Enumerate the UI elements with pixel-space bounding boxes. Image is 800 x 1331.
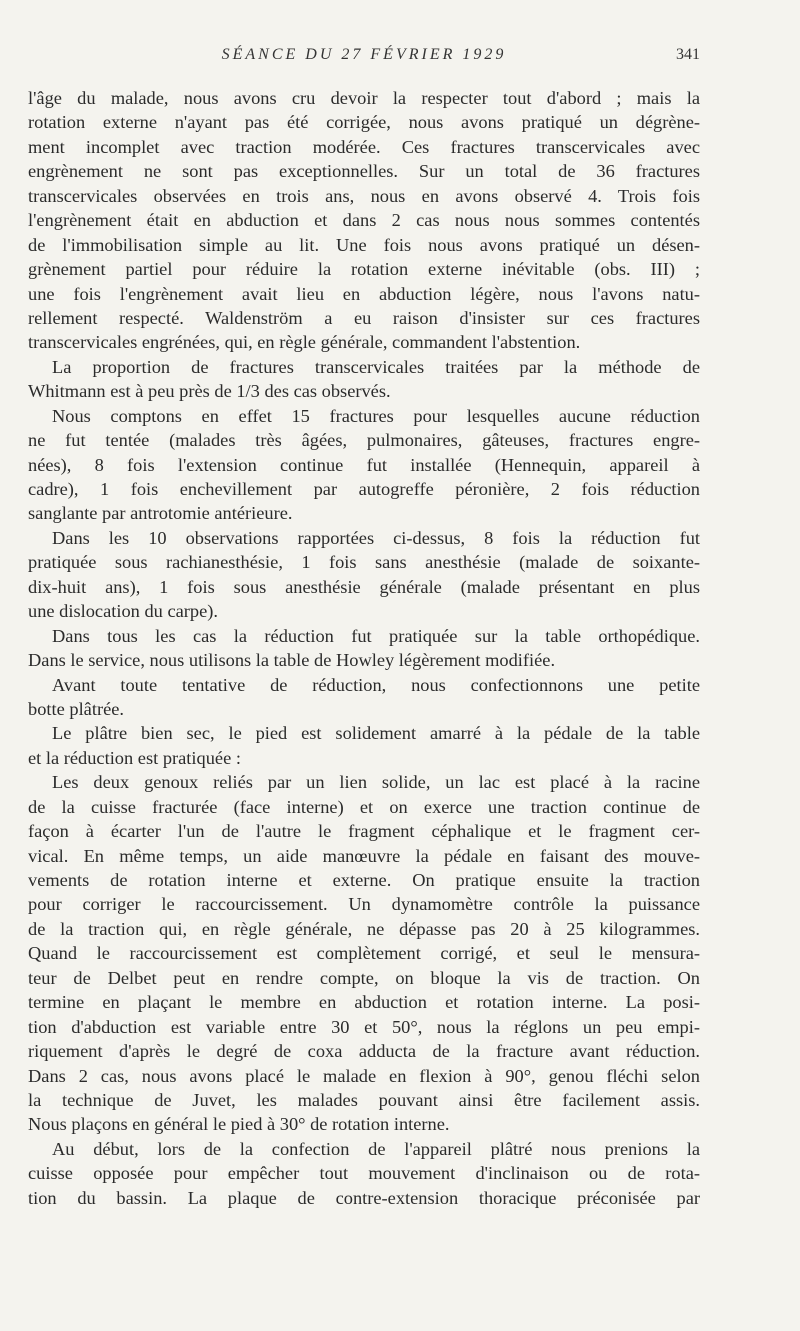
text-line: façon à écarter l'un de l'autre le fragment céphalique et le fragment cer-	[28, 821, 700, 842]
text-line: nées), 8 fois l'extension continue fut installée (Hennequin, appareil à	[28, 454, 700, 475]
text-line: rellement respecté. Waldenström a eu raison d'insister sur ces fractures	[28, 307, 700, 328]
text-line: Dans 2 cas, nous avons placé le malade en flexion à 90°, genou fléchi selon	[28, 1065, 700, 1086]
text-line: une fois l'engrènement avait lieu en abduction légère, nous l'avons natu-	[28, 283, 700, 304]
text-line: riquement d'après le degré de coxa adducta de la fracture avant réduction.	[28, 1041, 700, 1062]
text-line: Quand le raccourcissement est complètement corrigé, et seul le mensura-	[28, 943, 700, 964]
text-line: rotation externe n'ayant pas été corrigée, nous avons pratiqué un dégrène-	[28, 112, 700, 133]
text-line: Dans tous les cas la réduction fut pratiquée sur la table orthopédique.	[52, 625, 700, 646]
text-line: la technique de Juvet, les malades pouvant ainsi être facilement assis.	[28, 1089, 700, 1110]
text-line: Nous comptons en effet 15 fractures pour lesquelles aucune réduction	[52, 405, 700, 426]
page-header	[28, 46, 700, 70]
text-line: vical. En même temps, un aide manœuvre la pédale en faisant des mouve-	[28, 845, 700, 866]
text-line: grènement partiel pour réduire la rotation externe inévitable (obs. III) ;	[28, 259, 700, 280]
text-line: et la réduction est pratiquée :	[28, 747, 241, 768]
text-line: transcervicales observées en trois ans, nous en avons observé 4. Trois fois	[28, 185, 700, 206]
text-line: l'engrènement était en abduction et dans 2 cas nous nous sommes contentés	[28, 210, 700, 231]
text-line: de l'immobilisation simple au lit. Une fois nous avons pratiqué un désen-	[28, 234, 700, 255]
text-line: Au début, lors de la confection de l'appareil plâtré nous prenions la	[52, 1138, 700, 1159]
text-line: tion du bassin. La plaque de contre-extension thoracique préconisée par	[28, 1187, 700, 1208]
text-line: Le plâtre bien sec, le pied est solidement amarré à la pédale de la table	[52, 723, 700, 744]
page-number: 341	[676, 46, 700, 63]
text-line: l'âge du malade, nous avons cru devoir la respecter tout d'abord ; mais la	[28, 88, 700, 108]
text-line: sanglante par antrotomie antérieure.	[28, 503, 293, 524]
text-line: Dans le service, nous utilisons la table de Howley légèrement modifiée.	[28, 650, 556, 671]
text-line: cuisse opposée pour empêcher tout mouvement d'inclinaison ou de rota-	[28, 1163, 700, 1184]
text-line: Avant toute tentative de réduction, nous confectionnons une petite	[52, 674, 700, 695]
text-line: de la cuisse fracturée (face interne) et on exerce une traction continue de	[28, 796, 700, 817]
text-line: ment incomplet avec traction modérée. Ces fractures transcervicales avec	[28, 136, 700, 157]
text-line: Nous plaçons en général le pied à 30° de rotation interne.	[28, 1114, 450, 1135]
text-line: Dans les 10 observations rapportées ci-dessus, 8 fois la réduction fut	[52, 527, 700, 548]
text-line: de la traction qui, en règle générale, ne dépasse pas 20 à 25 kilogrammes.	[28, 918, 700, 939]
text-line: Whitmann est à peu près de 1/3 des cas observés.	[28, 381, 391, 402]
text-line: Les deux genoux reliés par un lien solide, un lac est placé à la racine	[52, 772, 700, 793]
body-text	[28, 86, 700, 1210]
text-line: tion d'abduction est variable entre 30 et 50°, nous la réglons un peu empi-	[28, 1016, 700, 1037]
running-title: SÉANCE DU 27 FÉVRIER 1929	[221, 46, 507, 63]
text-line: engrènement ne sont pas exceptionnelles. Sur un total de 36 fractures	[28, 161, 700, 182]
text-line: pratiquée sous rachianesthésie, 1 fois sans anesthésie (malade de soixante-	[28, 552, 700, 573]
text-line: transcervicales engrénées, qui, en règle générale, commandent l'abstention.	[28, 332, 581, 353]
text-line: une dislocation du carpe).	[28, 601, 218, 622]
text-line: La proportion de fractures transcervicales traitées par la méthode de	[52, 356, 700, 377]
text-line: teur de Delbet peut en rendre compte, on bloque la vis de traction. On	[28, 967, 700, 988]
text-line: ne fut tentée (malades très âgées, pulmonaires, gâteuses, fractures engre-	[28, 430, 700, 451]
text-line: vements de rotation interne et externe. On pratique ensuite la traction	[28, 870, 700, 890]
text-line: dix-huit ans), 1 fois sous anesthésie générale (malade présentant en plus	[28, 576, 700, 597]
text-line: botte plâtrée.	[28, 698, 124, 719]
text-line: cadre), 1 fois enchevillement par autogreffe péronière, 2 fois réduction	[28, 479, 700, 499]
text-line: termine en plaçant le membre en abduction et rotation interne. La posi-	[28, 992, 700, 1013]
text-line: pour corriger le raccourcissement. Un dynamomètre contrôle la puissance	[28, 894, 700, 915]
